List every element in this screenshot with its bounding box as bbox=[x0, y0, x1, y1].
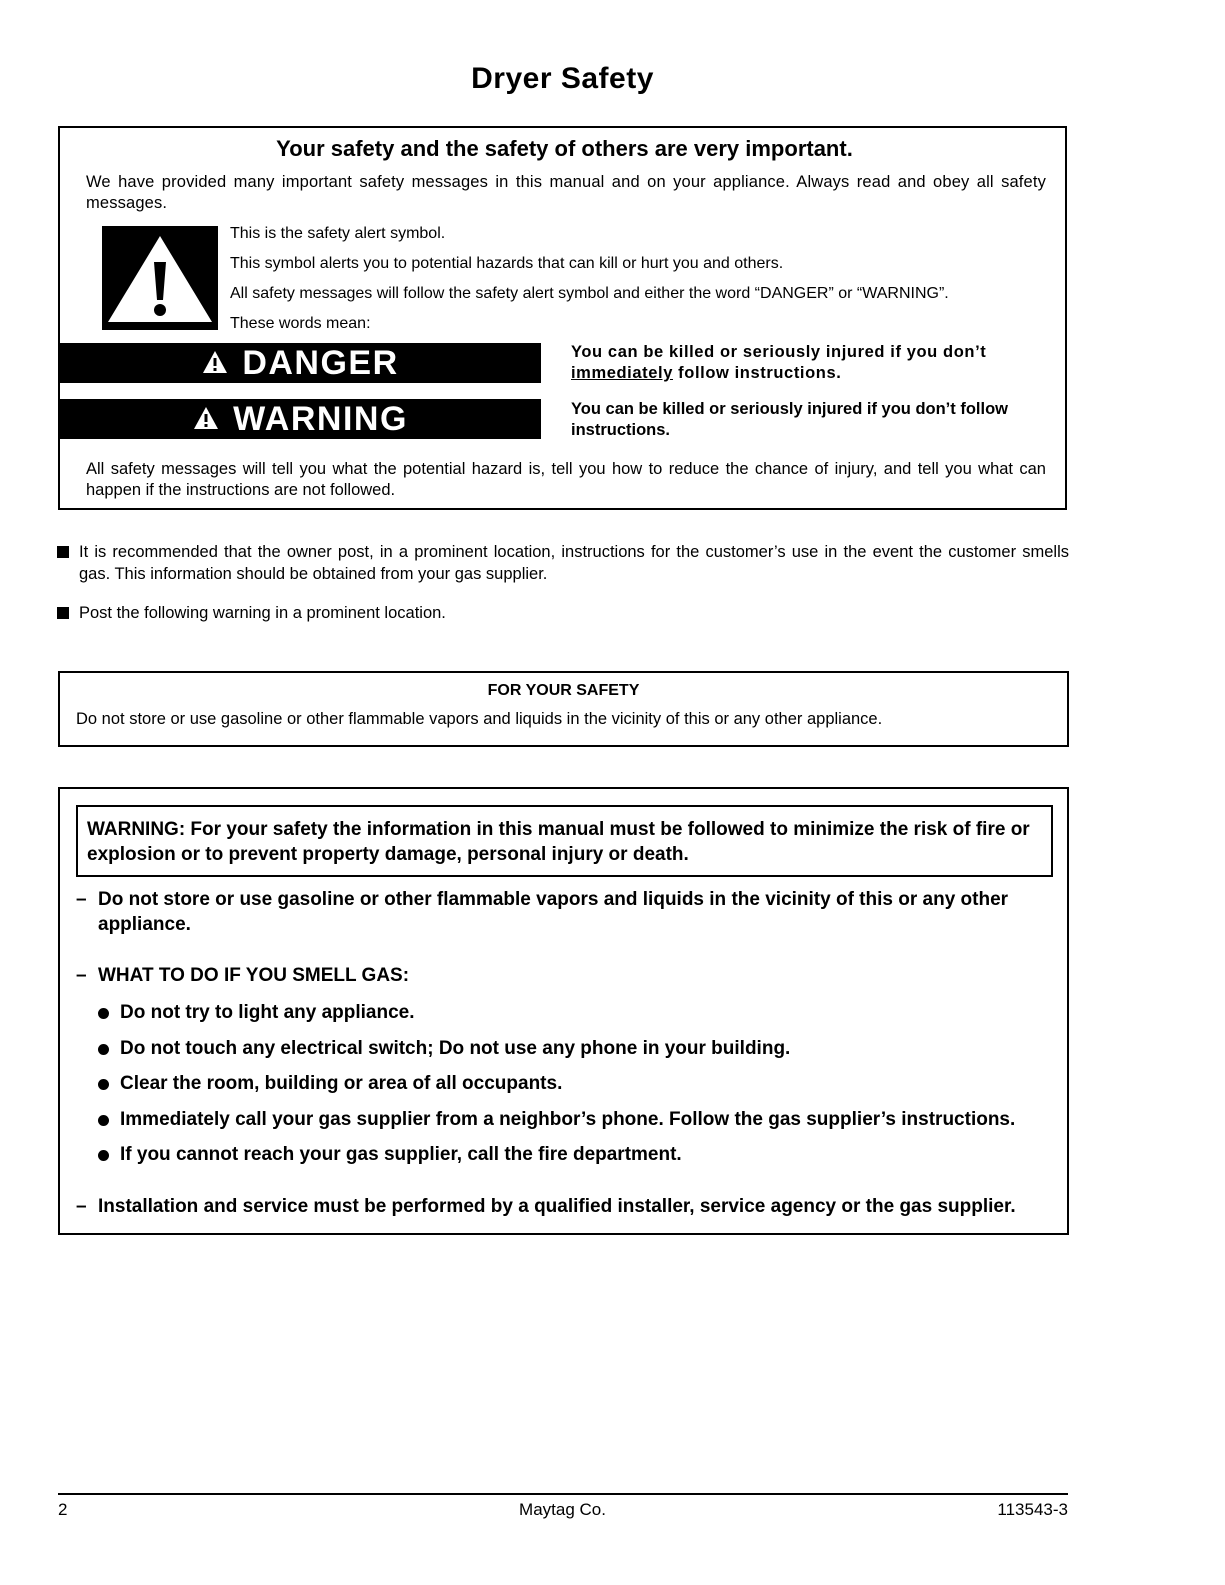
company-name: Maytag Co. bbox=[519, 1500, 606, 1519]
round-bullet-icon bbox=[98, 1115, 109, 1126]
warning-item: – Do not store or use gasoline or other flammable vapors and liquids in the vicinity of this or any other appliance. bbox=[76, 889, 1009, 935]
bullet-text: Post the following warning in a prominent location. bbox=[79, 604, 446, 622]
warning-header-box bbox=[76, 805, 1053, 877]
page-title: Dryer Safety bbox=[471, 62, 654, 95]
safety-box-footer: All safety messages will tell you what the potential hazard is, tell you how to reduce the chance of injury, and tell you what can happen if the instructions are not followed. bbox=[86, 460, 1046, 499]
for-your-safety-text: Do not store or use gasoline or other flammable vapors and liquids in the vicinity of this or any other appliance. bbox=[76, 710, 883, 728]
round-bullet-icon bbox=[98, 1079, 109, 1090]
symbol-line: All safety messages will follow the safety alert symbol and either the word “DANGER” or “WARNING”. bbox=[230, 285, 949, 302]
warning-header-text: WARNING: For your safety the information in this manual must be followed to minimize the risk of fire or explosion or to prevent property damage, personal injury or death. bbox=[87, 819, 1030, 865]
danger-banner bbox=[60, 343, 541, 383]
gas-warning-box: WARNING: For your safety the information in this manual must be followed to minimize the risk of fire or explosion or to prevent property damage, personal injury or death. – Do not store or use gasoline or other flammable vapors and liquids in the vicinity of this or any other appliance. – WHAT TO DO IF YOU SMELL GAS: Do not try to light any appliance. Do not touch any electrical switch; Do not use any phone in your building. Clear the room, building or area of all occupants. Immediately call your gas supplier from a neighbor’s phone. Follow the gas supplier’s instructions. If you cannot reach your gas supplier, call the fire department. – Installation and service must be performed by a qualified installer, service agency or the gas supplier. bbox=[58, 787, 1069, 1235]
warning-triangle-icon bbox=[202, 344, 228, 383]
round-bullet-icon bbox=[98, 1044, 109, 1055]
round-bullet-icon bbox=[98, 1008, 109, 1019]
warning-item: – Installation and service must be performed by a qualified installer, service agency or the gas supplier. bbox=[76, 1196, 1016, 1217]
warning-triangle-icon bbox=[193, 400, 219, 439]
symbol-line: These words mean: bbox=[230, 315, 371, 332]
warning-item: – WHAT TO DO IF YOU SMELL GAS: bbox=[76, 965, 410, 986]
document-number: 113543-3 bbox=[997, 1500, 1068, 1519]
round-bullet-icon bbox=[98, 1150, 109, 1161]
warning-banner bbox=[60, 399, 541, 439]
bullet-text: It is recommended that the owner post, in a prominent location, instructions for the customer’s use in the event the customer smells gas. This information should be obtained from your gas supplier. bbox=[79, 543, 1069, 583]
symbol-line: This symbol alerts you to potential hazards that can kill or hurt you and others. bbox=[230, 255, 784, 272]
danger-meaning: You can be killed or seriously injured if you don’t immediately follow instructions. bbox=[571, 343, 987, 382]
square-bullet-icon bbox=[57, 607, 69, 619]
warning-label: WARNING bbox=[233, 399, 408, 438]
safety-box-heading: Your safety and the safety of others are very important. bbox=[276, 136, 853, 161]
warning-meaning: You can be killed or seriously injured if you don’t follow instructions. bbox=[571, 400, 1008, 439]
symbol-line: This is the safety alert symbol. bbox=[230, 225, 446, 242]
danger-label: DANGER bbox=[242, 343, 399, 382]
safety-info-box bbox=[58, 126, 1067, 510]
safety-alert-symbol-icon bbox=[102, 226, 218, 330]
page-number: 2 bbox=[58, 1500, 68, 1519]
for-your-safety-heading: FOR YOUR SAFETY bbox=[487, 682, 640, 699]
square-bullet-icon bbox=[57, 546, 69, 558]
safety-intro-text: We have provided many important safety messages in this manual and on your appliance. Always read and obey all safety messages. bbox=[86, 173, 1046, 212]
footer-divider bbox=[58, 1493, 1068, 1495]
for-your-safety-box bbox=[58, 671, 1069, 747]
